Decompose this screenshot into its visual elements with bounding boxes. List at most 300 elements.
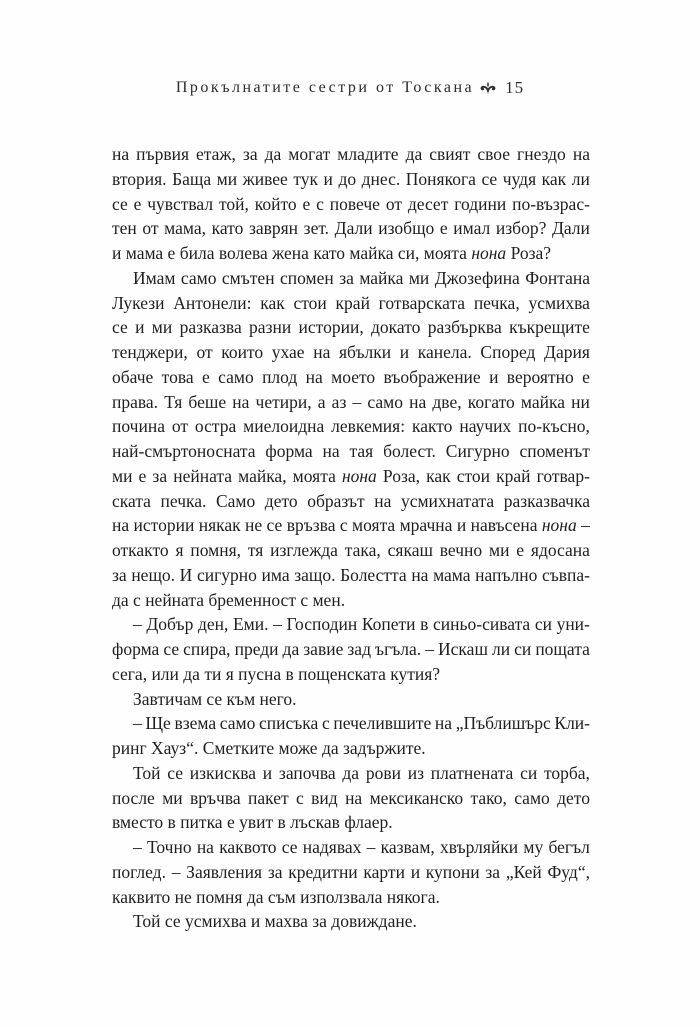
line-text: Завтичам се към него. — [133, 688, 297, 709]
word: сякаш — [387, 540, 433, 560]
word: ли — [491, 639, 511, 659]
text-line — [112, 464, 590, 489]
text-line — [112, 538, 590, 563]
word: Според — [480, 342, 536, 362]
text-line — [112, 909, 590, 934]
text-line — [112, 142, 590, 167]
word: си — [520, 762, 538, 783]
word: край — [335, 292, 370, 313]
word: платнената — [430, 762, 514, 783]
word: тя — [247, 540, 264, 560]
italic-word: нона — [471, 243, 507, 263]
text-line — [112, 588, 590, 613]
word: избор? — [495, 218, 547, 239]
word: връзва — [286, 515, 336, 536]
word: свият — [429, 144, 471, 164]
word: смътен — [221, 267, 275, 288]
word: бегъл — [548, 837, 590, 857]
word: на — [305, 366, 323, 387]
line-text: и мама е била волева жена като майка си, моята — [112, 243, 472, 263]
word: свое — [477, 144, 511, 164]
word: моята — [292, 465, 336, 486]
word: Заявления — [186, 861, 263, 882]
word: из — [407, 762, 425, 783]
word: тенджери, — [112, 342, 188, 362]
word: Той — [133, 762, 161, 783]
word: етаж, — [196, 144, 236, 164]
word: въображение — [383, 366, 481, 387]
word: чувствал — [147, 193, 214, 214]
word: ската — [112, 490, 151, 511]
running-head-title: Прокълнатите сестри от Тоскана — [175, 79, 475, 96]
word: ябълки — [338, 342, 392, 362]
word: Джозефина — [434, 267, 520, 288]
text-line — [112, 340, 590, 365]
word: готварската — [378, 292, 466, 313]
word: младите — [337, 144, 399, 164]
word: Лукези — [112, 292, 165, 313]
word: на — [411, 564, 429, 585]
word: нещо. — [131, 564, 176, 585]
word: Копети — [361, 614, 416, 635]
word: първия — [136, 144, 189, 164]
text-line — [112, 637, 590, 662]
text-line — [112, 563, 590, 588]
word: миелоидна — [243, 416, 325, 437]
text-line — [112, 786, 590, 811]
word: „Пъблишърс — [455, 713, 551, 734]
text-line — [112, 761, 590, 786]
text-line — [112, 687, 590, 712]
word: как — [541, 168, 567, 189]
text-line — [112, 192, 590, 217]
word: напълно — [475, 564, 538, 585]
word: могат — [288, 144, 331, 164]
text-line — [112, 513, 590, 538]
word: Сигурно — [445, 441, 510, 461]
word: е — [516, 540, 525, 560]
word: рови — [365, 762, 401, 783]
word: – — [273, 614, 282, 635]
paragraph — [112, 266, 590, 613]
word: нона — [341, 465, 377, 486]
word: на — [313, 342, 331, 362]
paragraph — [112, 835, 590, 909]
text-line — [112, 860, 590, 885]
word: на — [572, 144, 590, 164]
word: така, — [344, 540, 381, 560]
word: започва — [278, 762, 336, 783]
word: дето — [557, 787, 590, 808]
word: мексиканско — [369, 787, 464, 808]
word: научих — [459, 416, 512, 437]
word: си — [534, 614, 552, 635]
text-line — [112, 835, 590, 860]
word: майка — [359, 267, 404, 288]
word: истории, — [298, 317, 364, 338]
text-line — [112, 489, 590, 514]
line-text: сега, или да ти я пусна в пощенската кутия? — [112, 663, 441, 684]
word: ядосана — [530, 540, 590, 560]
word: зад — [347, 639, 371, 659]
word: остра — [194, 416, 237, 437]
word: спомен — [280, 267, 334, 288]
word: като — [211, 218, 244, 239]
word: Фонтана — [525, 267, 590, 288]
word: тук — [293, 168, 319, 189]
word: на — [409, 391, 427, 412]
word: форма — [112, 639, 160, 659]
word: Дали — [551, 218, 590, 239]
text-line — [112, 885, 590, 910]
word: усмихва — [528, 292, 590, 313]
word: на — [322, 441, 340, 461]
word: и — [489, 366, 499, 387]
word: заврян — [248, 218, 299, 239]
word: Точно — [146, 837, 192, 857]
word: само — [514, 787, 550, 808]
word: тако, — [470, 787, 507, 808]
word: ухае — [271, 342, 305, 362]
paragraph — [112, 909, 590, 934]
word: на — [434, 713, 453, 734]
word: чудя — [502, 168, 537, 189]
word: изкисква — [189, 762, 256, 783]
word: навъсена — [470, 515, 538, 536]
word: пощата — [535, 639, 590, 659]
word: вероятно — [506, 366, 574, 387]
word: по-възрас- — [512, 193, 590, 214]
word: четири, — [255, 391, 312, 412]
word: – — [366, 837, 376, 857]
word: ми — [162, 787, 183, 808]
word: аз — [331, 391, 347, 412]
word: втория. — [112, 168, 167, 189]
word: майка — [520, 391, 566, 412]
word: и — [456, 515, 467, 536]
word: ми — [112, 465, 133, 486]
word: и — [262, 762, 273, 783]
word: по-късно, — [518, 416, 590, 437]
word: за — [339, 267, 354, 288]
word: поглед. — [112, 861, 166, 882]
word: – — [133, 713, 142, 734]
word: канела. — [417, 342, 472, 362]
text-line — [112, 216, 590, 241]
word: връчва — [190, 787, 241, 808]
word: край — [496, 465, 531, 486]
fleuron-icon — [479, 81, 497, 95]
word: Баща — [172, 168, 212, 189]
word: се — [281, 837, 298, 857]
word: моето — [331, 366, 376, 387]
word: – — [425, 639, 434, 659]
word: Кли- — [554, 713, 590, 734]
word: „Кей — [505, 861, 542, 882]
word: – — [581, 515, 590, 536]
word: който — [254, 193, 297, 214]
word: гнездо — [517, 144, 566, 164]
word: как — [426, 465, 451, 486]
word: болест. — [383, 441, 436, 461]
word: нейната — [173, 465, 233, 486]
text-line — [112, 241, 590, 266]
line-text: ринг Хауз“. Сметките може да задържите. — [112, 738, 426, 758]
word: взема — [174, 713, 217, 734]
word: сигурно — [196, 564, 257, 585]
word: зет. — [303, 218, 330, 239]
word: на — [345, 787, 363, 808]
text-line — [112, 390, 590, 415]
line-text: вместо в питка е увит в лъскав флаер. — [112, 812, 393, 833]
word: си — [514, 639, 532, 659]
word: с — [316, 193, 324, 214]
word: докато — [371, 317, 421, 338]
word: печелившите — [333, 713, 432, 734]
word: Дали — [334, 218, 373, 239]
word: купони — [425, 861, 480, 882]
word: живее — [242, 168, 288, 189]
word: дето — [264, 490, 298, 511]
word: както — [411, 416, 453, 437]
word: Еми. — [232, 614, 269, 635]
word: с — [339, 515, 348, 536]
word: ли — [571, 168, 590, 189]
text-line — [112, 167, 590, 192]
word: Болестта — [340, 564, 407, 585]
word: вечно — [439, 540, 483, 560]
word: на — [374, 490, 392, 511]
word: на — [112, 144, 130, 164]
word: от — [196, 342, 213, 362]
word: не — [245, 515, 263, 536]
word: как — [260, 292, 285, 313]
word: му — [523, 837, 544, 857]
word: Антонели: — [173, 292, 252, 313]
word: – — [133, 614, 142, 635]
word: уни- — [556, 614, 590, 635]
word: беше — [188, 391, 227, 412]
text-line — [112, 711, 590, 736]
word: за — [152, 465, 168, 486]
word: се — [112, 193, 128, 214]
word: левкемия: — [331, 416, 406, 437]
page-number: 15 — [505, 78, 525, 97]
word: Добър — [146, 614, 194, 635]
body-text — [112, 142, 590, 934]
word: да — [282, 639, 300, 659]
word: тен — [112, 218, 137, 239]
paragraph — [112, 612, 590, 686]
word: имал — [453, 218, 491, 239]
word: се — [481, 168, 498, 189]
word: само — [180, 267, 217, 288]
word: Фуд“, — [547, 861, 590, 882]
word: само — [219, 713, 256, 734]
word: откакто — [112, 540, 169, 560]
word: които — [221, 342, 264, 362]
word: има — [261, 564, 290, 585]
word: две, — [432, 391, 462, 412]
line-text: Роза? — [506, 243, 552, 263]
word: само — [218, 366, 254, 387]
word: това — [161, 366, 194, 387]
paragraph — [112, 761, 590, 835]
word: Дария — [544, 342, 590, 362]
text-line — [112, 365, 590, 390]
word: майка, — [238, 465, 287, 486]
word: на — [112, 515, 130, 536]
word: за — [485, 861, 501, 882]
word: да — [405, 144, 423, 164]
word: И — [179, 564, 193, 585]
paragraph — [112, 142, 590, 266]
word: години — [454, 193, 507, 214]
word: и — [410, 861, 421, 882]
running-head — [0, 77, 700, 99]
word: завие — [303, 639, 344, 659]
word: истории — [133, 515, 195, 536]
word: нона — [541, 515, 577, 536]
word: Господин — [286, 614, 358, 635]
word: моята — [352, 515, 396, 536]
word: за — [112, 564, 127, 585]
word: в — [420, 614, 429, 635]
word: днес. — [361, 168, 401, 189]
word: ми — [489, 540, 510, 560]
text-line — [112, 612, 590, 637]
word: списъка — [258, 713, 319, 734]
line-text: каквито не помня да съм използвала някога. — [112, 886, 440, 907]
word: съвпа- — [541, 564, 590, 585]
word: преди — [234, 639, 279, 659]
word: на — [196, 837, 214, 857]
word: Тя — [164, 391, 183, 412]
word: каквото — [219, 837, 277, 857]
word: стои — [456, 465, 491, 486]
word: плод — [262, 366, 298, 387]
word: – — [171, 861, 181, 882]
word: спира, — [183, 639, 231, 659]
word: се — [266, 515, 283, 536]
word: ми — [151, 317, 173, 338]
word: кредитни — [288, 861, 358, 882]
word: изобщо — [378, 218, 435, 239]
word: разни — [249, 317, 292, 338]
word: Само — [215, 490, 256, 511]
word: права. — [112, 391, 159, 412]
word: мрачна — [399, 515, 453, 536]
word: от — [171, 416, 189, 437]
word: почина — [112, 416, 165, 437]
word: Имам — [133, 267, 176, 288]
paragraph — [112, 687, 590, 712]
word: а — [317, 391, 326, 412]
text-line — [112, 315, 590, 340]
word: Ще — [145, 713, 171, 734]
word: образът — [307, 490, 365, 511]
text-line — [112, 736, 590, 761]
word: да — [264, 144, 282, 164]
word: с — [321, 713, 330, 734]
text-line — [112, 414, 590, 439]
word: къкрещите — [509, 317, 590, 338]
word: печка, — [473, 292, 520, 313]
word: усмихнатата — [400, 490, 495, 511]
word: десет — [407, 193, 449, 214]
text-line — [112, 810, 590, 835]
word: Понякога — [405, 168, 476, 189]
word: споменът — [519, 441, 590, 461]
word: и — [135, 317, 145, 338]
word: е — [439, 218, 448, 239]
word: надявах — [302, 837, 362, 857]
text-line — [112, 662, 590, 687]
line-text: Той се усмихва и махва за довиждане. — [133, 911, 417, 932]
word: с — [296, 787, 304, 808]
word: да — [342, 762, 360, 783]
word: той, — [218, 193, 249, 214]
word: се — [112, 317, 128, 338]
word: до — [338, 168, 357, 189]
word: е — [133, 193, 142, 214]
word: разказвачка — [503, 490, 590, 511]
word: разказва — [179, 317, 242, 338]
word: мама — [433, 564, 471, 585]
line-text: да с нейната бременност с мен. — [112, 589, 346, 610]
word: за — [242, 144, 258, 164]
word: ни — [571, 391, 590, 412]
word: когато — [467, 391, 515, 412]
word: е — [138, 465, 147, 486]
word: е — [201, 366, 210, 387]
word: е — [302, 193, 311, 214]
word: казвам, — [380, 837, 435, 857]
word: печка. — [160, 490, 207, 511]
word: ми — [408, 267, 430, 288]
word: ден, — [197, 614, 229, 635]
word: се — [167, 762, 184, 783]
word: – — [352, 391, 362, 412]
word: – — [133, 837, 142, 857]
word: вид — [311, 787, 338, 808]
word: ми — [216, 168, 238, 189]
word: мама, — [164, 218, 206, 239]
word: защо. — [294, 564, 336, 585]
word: за — [267, 861, 283, 882]
word: синьо-сивата — [433, 614, 531, 635]
word: обаче — [112, 366, 154, 387]
word: повече — [329, 193, 380, 214]
word: на — [232, 391, 250, 412]
word: от — [385, 193, 402, 214]
word: разбърква — [427, 317, 502, 338]
word: форма — [265, 441, 313, 461]
word: я — [175, 540, 184, 560]
word: е — [582, 366, 590, 387]
word: торба, — [543, 762, 590, 783]
word: после — [112, 787, 155, 808]
word: помня, — [190, 540, 241, 560]
word: най-смъртоносната — [112, 441, 256, 461]
word: готвар- — [536, 465, 590, 486]
text-line — [112, 291, 590, 316]
word: пакет — [248, 787, 289, 808]
word: карти — [363, 861, 405, 882]
word: се — [163, 639, 180, 659]
word: изглежда — [270, 540, 338, 560]
word: стои — [293, 292, 327, 313]
